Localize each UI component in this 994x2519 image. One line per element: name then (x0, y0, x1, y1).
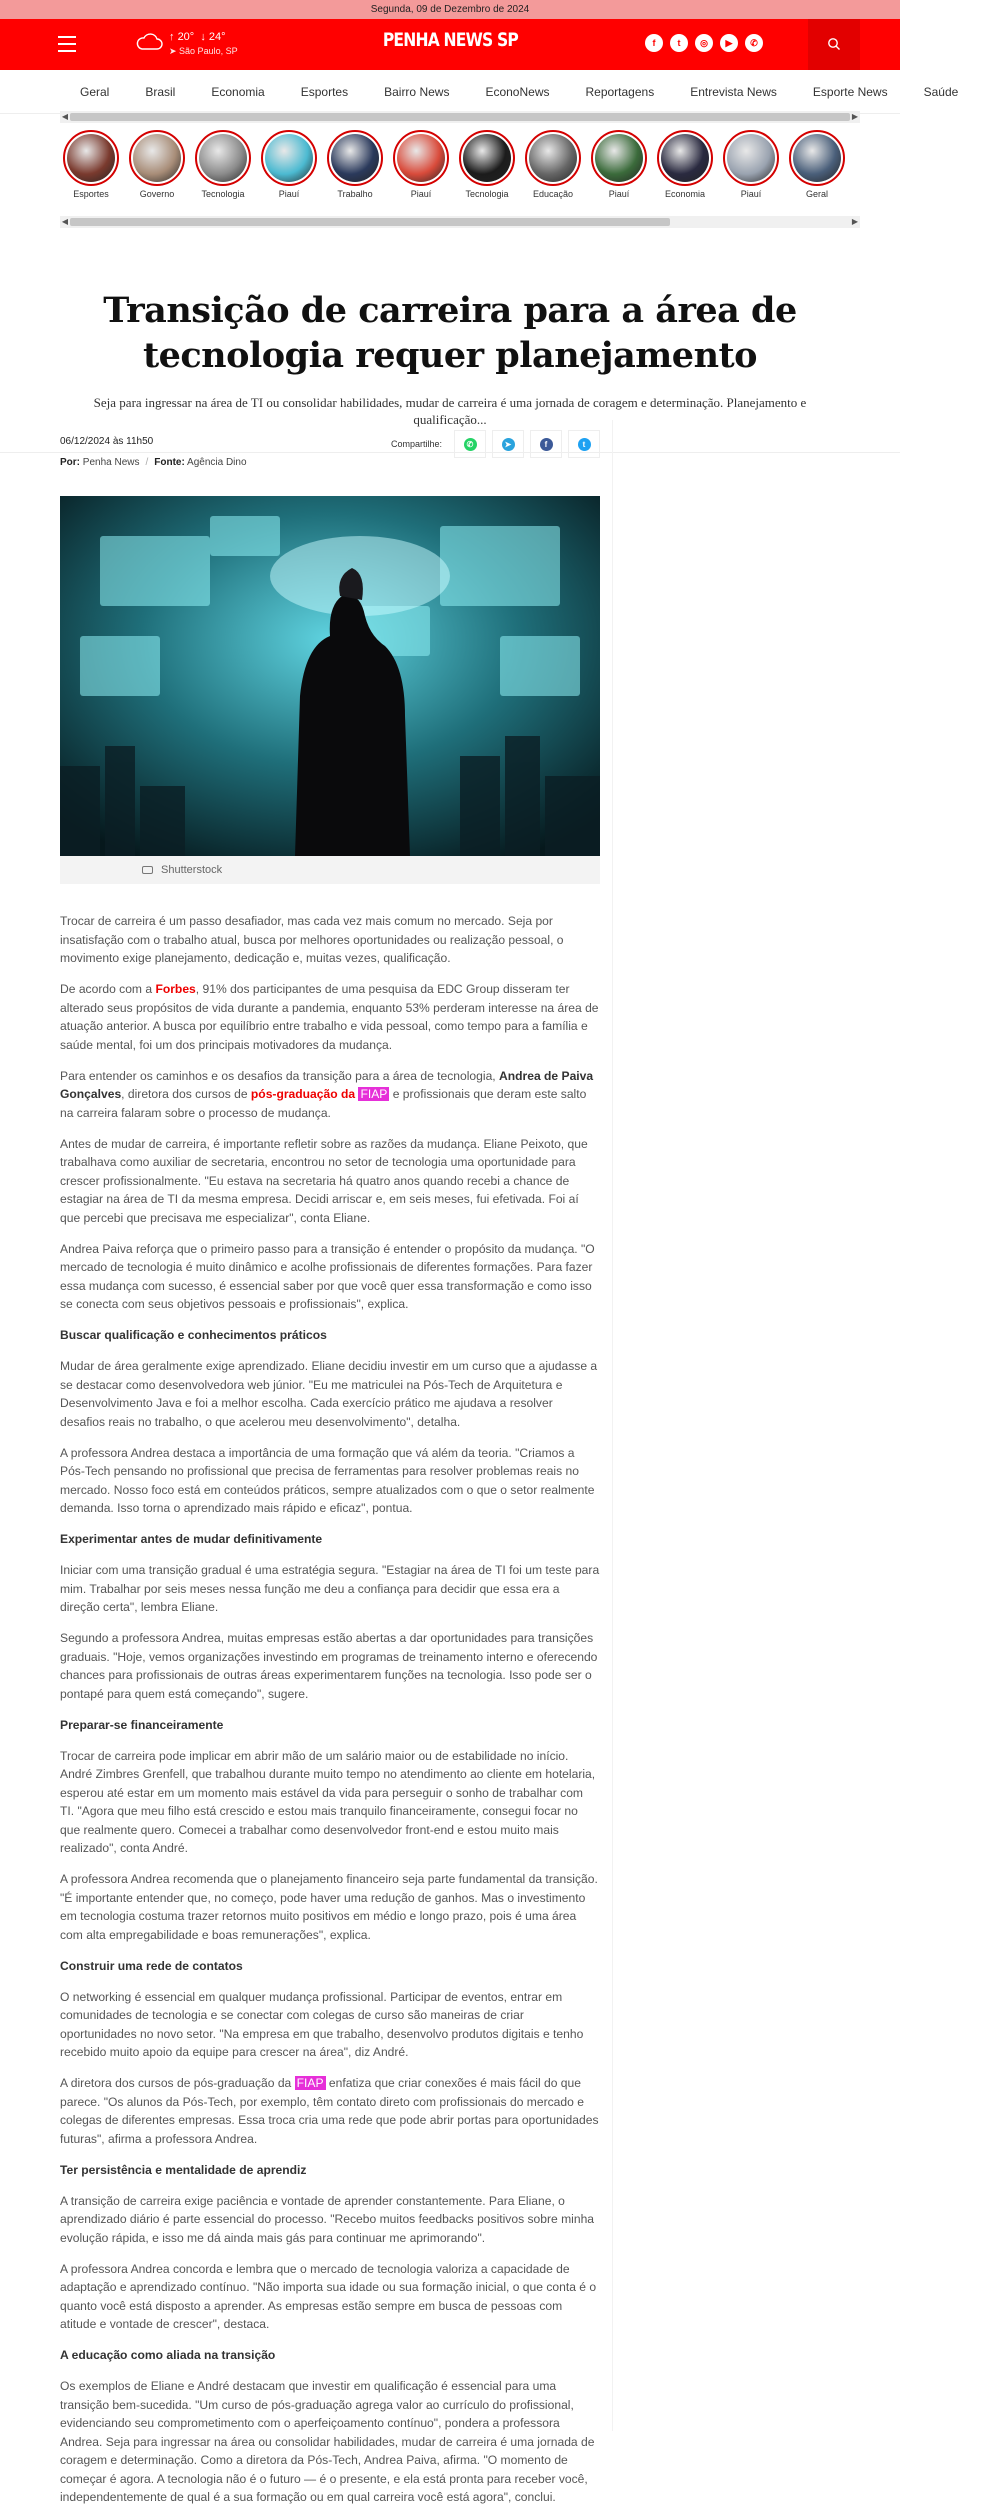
paragraph: O networking é essencial em qualquer mudança profissional. Participar de eventos, entrar em comunidades de tecnologia e se conectar com colegas de curso são maneiras de criar oportunidades no novo setor. "Na empresa em que trabalho, desenvolvo produtos digitais e tenho recebido muito apoio da equipe para crescer na área", diz André. (60, 1989, 584, 2059)
story-item[interactable] (654, 130, 716, 199)
section-heading: Buscar qualificação e conhecimentos práticos (60, 1328, 327, 1342)
paragraph: A transição de carreira exige paciência e vontade de aprender constantemente. Para Eliane, o aprendizado diário é parte essencial do processo. "Recebo muitos feedbacks positivos sobre minha evolução rápida, e isso me dá ainda mais gás para continuar me aprimorando". (60, 2193, 595, 2245)
nav-scroll-thumb[interactable] (70, 113, 850, 121)
story-item[interactable] (588, 130, 650, 199)
share-label: Compartilhe: (390, 439, 442, 449)
story-item[interactable] (456, 130, 518, 199)
temp-max: ↑ 20° (169, 31, 195, 43)
share-bar (391, 430, 600, 458)
article-text (60, 912, 600, 2507)
fiap-highlight[interactable]: FIAP (360, 1087, 388, 1101)
section-heading: Experimentar antes de mudar definitivamente (60, 1532, 323, 1546)
photo-caption: Shutterstock (60, 856, 600, 884)
story-label: Trabalho (337, 189, 373, 199)
section-heading: Preparar-se financeiramente (60, 1717, 224, 1732)
nav-item[interactable]: Bairro News (384, 85, 450, 99)
story-thumbnail (591, 130, 647, 186)
story-item[interactable] (390, 130, 452, 199)
article-byline: Por: Penha News / Fonte: Agência Dino (60, 457, 247, 468)
youtube-icon[interactable]: ▶ (720, 34, 738, 52)
paragraph: Mudar de área geralmente exige aprendizado. Eliane decidiu investir em um curso que a ajudasse a se destacar como desenvolvedora web júnior. "Eu me matriculei na Pós-Tech de Arquitetura e Desenvolvimento Java e foi a melhor escolha. Cada exercício prático me ajudava a resolver desafios reais no trabalho, o que acelerou meu desenvolvimento", detalha. (60, 1359, 598, 1429)
story-label: Tecnologia (465, 189, 509, 199)
temp-min: ↓ 24° (200, 31, 226, 43)
stories-scroll-thumb[interactable] (70, 218, 670, 226)
fiap-highlight[interactable]: FIAP (296, 2076, 324, 2090)
story-label: Piauí (278, 189, 300, 199)
story-thumbnail (789, 130, 845, 186)
story-item[interactable] (324, 130, 386, 199)
article-photo (60, 496, 600, 856)
paragraph: Andrea Paiva reforça que o primeiro passo para a transição é entender o propósito da mudança. "O mercado de tecnologia é muito dinâmico e acolhe profissionais de diferentes formações. Para fazer essa mudança com sucesso, é essencial saber por que você quer essa transformação e como isso se conecta com seus objetivos pessoais e profissionais", explica. (60, 1241, 595, 1311)
facebook-icon: f (540, 438, 553, 451)
social-links (645, 34, 763, 52)
article-body (60, 430, 600, 2519)
whatsapp-icon[interactable]: ✆ (745, 34, 763, 52)
paragraph: A professora Andrea concorda e lembra que o mercado de tecnologia valoriza a capacidade de adaptação e aprendizado contínuo. "Não importa sua idade ou sua formação inicial, o que conta é o quanto você está disposto a aprender. As empresas estão sempre em busca de pessoas com atitude e vontade de crescer", destaca. (60, 2261, 597, 2331)
nav-item[interactable]: Brasil (145, 85, 176, 99)
story-label: Esportes (73, 189, 109, 199)
article-author[interactable]: Penha News (82, 457, 140, 468)
paragraph: A professora Andrea destaca a importância de uma formação que vá além da teoria. "Criamos a Pós-Tech pensando no profissional que precisa de ferramentas para resolver problemas reais no mercado. Nosso foco está em conteúdos práticos, sempre atualizados com o que o setor realmente demanda. Isso torna o aprendizado mais rápido e eficaz", pontua. (60, 1445, 595, 1515)
story-item[interactable] (522, 130, 584, 199)
twitter-icon[interactable]: t (670, 34, 688, 52)
story-item[interactable] (786, 130, 848, 199)
weather-widget (135, 29, 245, 61)
story-thumbnail (129, 130, 185, 186)
paragraph: Trocar de carreira pode implicar em abrir mão de um salário maior ou de estabilidade no início. André Zimbres Grenfell, que trabalhou durante muito tempo no atendimento ao cliente em hotelaria, esperou até estar em um momento mais estável da vida para perseguir o sonho de trabalhar com TI. "Agora que meu filho está crescido e estou mais tranquilo financeiramente, consegui focar no que realmente quero. Comecei a trabalhar como desenvolvedor front-end e estou muito mais realizado", conta André. (60, 1748, 596, 1855)
paragraph: Para entender os caminhos e os desafios da transição para a área de tecnologia, Andrea de Paiva Gonçalves, diretora dos cursos de pós-graduação da FIAP e profissionais que deram este salto na carreira falaram sobre o processo de mudança. (60, 1068, 594, 1120)
nav-item[interactable]: Esporte News (812, 85, 888, 99)
forbes-link[interactable]: Forbes (155, 982, 196, 996)
nav-item[interactable]: EconoNews (485, 85, 550, 99)
facebook-icon[interactable]: f (645, 34, 663, 52)
article-hero (0, 253, 900, 453)
paragraph: A professora Andrea recomenda que o planejamento financeiro seja parte fundamental da transição. "É importante entender que, no começo, pode haver uma redução de ganhos. Mas o investimento em tecnologia costuma trazer retornos muito positivos em médio e longo prazo, pois é uma área com alta empregabilidade e boas remunerações", explica. (60, 1872, 598, 1942)
story-label: Piauí (740, 189, 762, 199)
sidebar-divider (612, 420, 613, 2431)
whatsapp-icon: ✆ (464, 438, 477, 451)
story-thumbnail (195, 130, 251, 186)
story-thumbnail (525, 130, 581, 186)
cloud-icon (135, 33, 163, 51)
search-icon (827, 37, 841, 51)
stories-scrollbar[interactable] (60, 216, 860, 228)
story-thumbnail (261, 130, 317, 186)
story-item[interactable] (720, 130, 782, 199)
story-label: Piauí (608, 189, 630, 199)
nav-item[interactable]: Esportes (300, 85, 349, 99)
article-source: Agência Dino (187, 457, 247, 468)
telegram-icon: ➤ (502, 438, 515, 451)
share-twitter-button[interactable] (568, 430, 600, 458)
category-nav (0, 70, 959, 114)
story-label: Economia (664, 189, 706, 199)
article-title: Transição de carreira para a área de tecnologia requer planejamento (103, 290, 797, 376)
nav-item[interactable]: Economia (211, 85, 265, 99)
share-telegram-button[interactable] (492, 430, 524, 458)
story-label: Piauí (410, 189, 432, 199)
nav-scrollbar[interactable] (60, 111, 860, 123)
nav-item[interactable]: Reportagens (585, 85, 655, 99)
section-heading: Construir uma rede de contatos (60, 1958, 243, 1973)
share-facebook-button[interactable] (530, 430, 562, 458)
twitter-icon: t (578, 438, 591, 451)
paragraph: Os exemplos de Eliane e André destacam que investir em qualificação é essencial para uma transição bem-sucedida. "Um curso de pós-graduação agrega valor ao currículo do profissional, evidenciando seu comprometimento com o aperfeiçoamento contínuo", pondera a professora Andrea. Seja para ingressar na área ou consolidar habilidades, mudar de carreira é uma jornada de coragem e determinação. Como a diretora da Pós-Tech, Andrea Paiva, afirma. "O momento de começar é agora. A tecnologia não é o futuro — é o presente, e ela está pronta para receber você, independentemente de qual é a sua formação ou em qual carreira você está agora", conclui. (60, 2379, 595, 2504)
scroll-right-icon[interactable]: ▶ (851, 112, 859, 121)
story-item[interactable] (126, 130, 188, 199)
nav-item[interactable]: Geral (80, 85, 110, 99)
story-thumbnail (723, 130, 779, 186)
article-lead: Seja para ingressar na área de TI ou consolidar habilidades, mudar de carreira é uma jornada de coragem e determinação. Planejamento e qualificação... (93, 395, 807, 427)
story-thumbnail (63, 130, 119, 186)
search-button[interactable] (808, 19, 860, 70)
paragraph: Segundo a professora Andrea, muitas empresas estão abertas a dar oportunidades para transições graduais. "Hoje, vemos organizações investindo em programas de treinamento interno e oferecendo chances para profissionais de outras áreas experimentarem funções na tecnologia. Isso pode ser o pontapé para quem está começando", sugere. (60, 1631, 598, 1701)
story-thumbnail (657, 130, 713, 186)
hamburger-menu-icon[interactable] (58, 36, 76, 52)
share-whatsapp-button[interactable] (454, 430, 486, 458)
nav-item[interactable]: Saúde (923, 85, 959, 99)
pos-graduacao-link[interactable]: pós-graduação da (250, 1087, 356, 1101)
story-thumbnail (459, 130, 515, 186)
story-item[interactable] (258, 130, 320, 199)
instagram-icon[interactable]: ◎ (695, 34, 713, 52)
story-thumbnail (327, 130, 383, 186)
story-item[interactable] (192, 130, 254, 199)
story-item[interactable] (60, 130, 122, 199)
scroll-left-icon[interactable]: ◀ (61, 217, 69, 226)
paragraph: De acordo com a Forbes, 91% dos participantes de uma pesquisa da EDC Group disseram ter alterado seus propósitos de vida durante a pandemia, enquanto 53% perderam interesse na área de atuação anterior. A busca por equilíbrio entre trabalho e vida pessoal, como tempo para a família e saúde mental, foi um dos principais motivadores da mudança. (60, 982, 599, 1052)
paragraph: A diretora dos cursos de pós-graduação da FIAP enfatiza que criar conexões é mais fácil do que parece. "Os alunos da Pós-Tech, por exemplo, têm contato direto com profissionais do mercado e colegas de diferentes empresas. Essa troca cria uma rede que pode abrir portas para oportunidades futuras", afirma a professora Andrea. (60, 2076, 599, 2146)
weather-city: ➤ São Paulo, SP (169, 46, 238, 56)
section-heading: Ter persistência e mentalidade de aprendiz (60, 2162, 307, 2177)
scroll-left-icon[interactable]: ◀ (61, 112, 69, 121)
article-date: 06/12/2024 às 11h50 (60, 436, 154, 447)
story-label: Governo (139, 189, 175, 199)
paragraph: Iniciar com uma transição gradual é uma estratégia segura. "Estagiar na área de TI foi um teste para mim. Trabalhar por seis meses nessa função me deu a confiança para decidir que essa era a direção certa", lembra Eliane. (60, 1563, 600, 1614)
section-heading: A educação como aliada na transição (60, 2348, 276, 2362)
paragraph: Antes de mudar de carreira, é importante refletir sobre as razões da mudança. Eliane Peixoto, que trabalhava como auxiliar de secretaria, encontrou no setor de tecnologia uma oportunidade para crescer profissionalmente. "Eu estava na secretaria há quatro anos quando recebi a chance de estagiar na área de TI da mesma empresa. Decidi arriscar e, em seis meses, fui efetivada. Foi aí que percebi que precisava me especializar", conta Eliane. (60, 1136, 588, 1225)
top-date-bar: Segunda, 09 de Dezembro de 2024 (0, 0, 900, 19)
story-label: Tecnologia (201, 189, 245, 199)
story-thumbnail (393, 130, 449, 186)
camera-icon (142, 866, 153, 874)
nav-item[interactable]: Entrevista News (690, 85, 777, 99)
story-label: Educação (532, 189, 574, 199)
paragraph: Trocar de carreira é um passo desafiador, mas cada vez mais comum no mercado. Seja por insatisfação com o trabalho atual, busca por melhores oportunidades ou realização pessoal, o movimento exige planejamento, dedicação e, muitas vezes, qualificação. (60, 914, 564, 965)
scroll-right-icon[interactable]: ▶ (851, 217, 859, 226)
site-header (0, 19, 900, 70)
site-logo[interactable]: PENHA NEWS SP (382, 29, 518, 51)
story-label: Geral (805, 189, 828, 199)
